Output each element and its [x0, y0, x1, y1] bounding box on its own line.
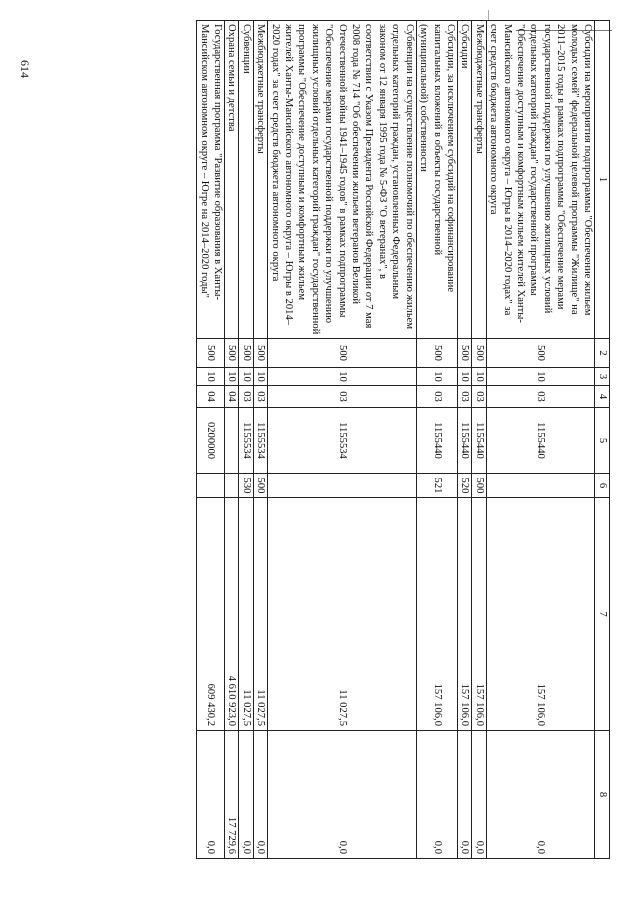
row-name: Охрана семьи и детства	[225, 21, 239, 339]
row-code-target: 1155440	[416, 408, 457, 474]
row-code-ministry: 500	[225, 339, 239, 368]
row-code-section: 10	[253, 368, 267, 386]
column-number: 8	[595, 731, 610, 859]
column-number: 5	[595, 408, 610, 474]
row-amount-federal: 0,0	[486, 731, 594, 859]
row-code-type: 500	[472, 474, 486, 498]
table-row	[457, 21, 471, 859]
column-number: 4	[595, 386, 610, 408]
page-edge-mark	[488, 10, 489, 20]
row-code-ministry: 500	[197, 339, 225, 368]
row-code-type: 521	[416, 474, 457, 498]
row-code-section: 10	[486, 368, 594, 386]
row-amount: 157 106,0	[416, 498, 457, 731]
table-row	[197, 21, 225, 859]
column-number: 1	[595, 21, 610, 339]
row-code-subsection: 04	[197, 386, 225, 408]
row-code-section: 10	[472, 368, 486, 386]
row-code-subsection: 03	[239, 386, 253, 408]
row-code-target: 0200000	[197, 408, 225, 474]
row-name: Субсидии на мероприятия подпрограммы "Обеспечение жильем молодых семей" федеральной целевой программы "Жилище" на 2011–2015 годы в рамках подпрограммы "Обеспечение мерами государственной поддержки по улучшению жилищных условий отдельных категорий граждан" государственной программы "Обеспечение доступным и комфортным жильем жителей Ханты-Мансийского автономного округа – Югры в 2014–2020 годах" за счет средств бюджета автономного округа	[486, 21, 594, 339]
table-row	[239, 21, 253, 859]
row-code-target: 1155534	[253, 408, 267, 474]
row-code-ministry: 500	[472, 339, 486, 368]
row-amount-federal: 0,0	[268, 731, 416, 859]
rotated-table-container	[198, 20, 610, 858]
row-amount-federal: 0,0	[197, 731, 225, 859]
row-code-subsection: 03	[457, 386, 471, 408]
row-amount: 157 106,0	[486, 498, 594, 731]
row-code-type	[486, 474, 594, 498]
row-amount: 11 027,5	[239, 498, 253, 731]
row-code-section: 10	[197, 368, 225, 386]
row-amount-federal: 0,0	[472, 731, 486, 859]
row-code-section: 10	[457, 368, 471, 386]
row-code-section: 10	[268, 368, 416, 386]
table-row	[225, 21, 239, 859]
row-amount-federal: 0,0	[416, 731, 457, 859]
row-code-target: 1155440	[486, 408, 594, 474]
row-code-subsection: 03	[472, 386, 486, 408]
row-name: Субсидии, за исключением субсидий на софинансирование капитальных вложений в объекты государственной (муниципальной) собственности	[416, 21, 457, 339]
row-code-target: 1155534	[268, 408, 416, 474]
page-number: 614	[18, 60, 32, 78]
row-code-target: 1155440	[472, 408, 486, 474]
row-code-subsection: 03	[268, 386, 416, 408]
column-number: 2	[595, 339, 610, 368]
row-amount: 157 106,0	[457, 498, 471, 731]
row-code-ministry: 500	[486, 339, 594, 368]
row-amount: 4 610 923,0	[225, 498, 239, 731]
row-code-section: 10	[416, 368, 457, 386]
row-amount: 157 106,0	[472, 498, 486, 731]
row-code-target: 1155440	[457, 408, 471, 474]
table-row	[486, 21, 594, 859]
column-number: 7	[595, 498, 610, 731]
row-code-ministry: 500	[416, 339, 457, 368]
row-amount: 11 027,5	[268, 498, 416, 731]
row-name: Межбюджетные трансферты	[472, 21, 486, 339]
table-row	[416, 21, 457, 859]
row-code-subsection: 03	[486, 386, 594, 408]
row-code-target	[225, 408, 239, 474]
row-code-ministry: 500	[457, 339, 471, 368]
row-code-ministry: 500	[253, 339, 267, 368]
row-code-ministry: 500	[239, 339, 253, 368]
row-code-section: 10	[239, 368, 253, 386]
table-row	[253, 21, 267, 859]
column-number: 6	[595, 474, 610, 498]
row-code-type: 500	[253, 474, 267, 498]
row-code-type	[225, 474, 239, 498]
row-code-subsection: 03	[416, 386, 457, 408]
budget-table	[196, 20, 610, 859]
row-code-target: 1155534	[239, 408, 253, 474]
row-amount-federal: 0,0	[239, 731, 253, 859]
row-code-type: 520	[457, 474, 471, 498]
row-amount-federal: 0,0	[457, 731, 471, 859]
row-name: Межбюджетные трансферты	[253, 21, 267, 339]
column-number-row	[595, 21, 610, 859]
row-name: Субсидии	[457, 21, 471, 339]
row-amount: 11 027,5	[253, 498, 267, 731]
row-amount-federal: 17 729,6	[225, 731, 239, 859]
row-code-ministry: 500	[268, 339, 416, 368]
row-amount-federal: 0,0	[253, 731, 267, 859]
row-code-type	[197, 474, 225, 498]
row-code-type	[268, 474, 416, 498]
row-name: Субвенции	[239, 21, 253, 339]
row-amount: 609 430,2	[197, 498, 225, 731]
row-code-section: 10	[225, 368, 239, 386]
row-name: Субвенции на осуществление полномочий по обеспечению жильем отдельных категорий граждан, установленных Федеральным законом от 12 января 1995 года № 5-ФЗ "О ветеранах", в соответствии с Указом Президента Российской Федерации от 7 мая 2008 года № 714 "Об обеспечении жильем ветеранов Великой Отечественной войны 1941–1945 годов" в рамках подпрограммы "Обеспечение мерами государственной поддержки по улучшению жилищных условий отдельных категорий граждан" государственной программы "Обеспечение доступным и комфортным жильем жителей Ханты-Мансийского автономного округа – Югры в 2014–2020 годах" за счет средств бюджета автономного округа	[268, 21, 416, 339]
row-code-type: 530	[239, 474, 253, 498]
row-name: Государственная программа "Развитие образования в Ханты-Мансийском автономном округе – Югре на 2014–2020 годы"	[197, 21, 225, 339]
row-code-subsection: 03	[253, 386, 267, 408]
table-row	[472, 21, 486, 859]
table-row	[268, 21, 416, 859]
row-code-subsection: 04	[225, 386, 239, 408]
column-number: 3	[595, 368, 610, 386]
